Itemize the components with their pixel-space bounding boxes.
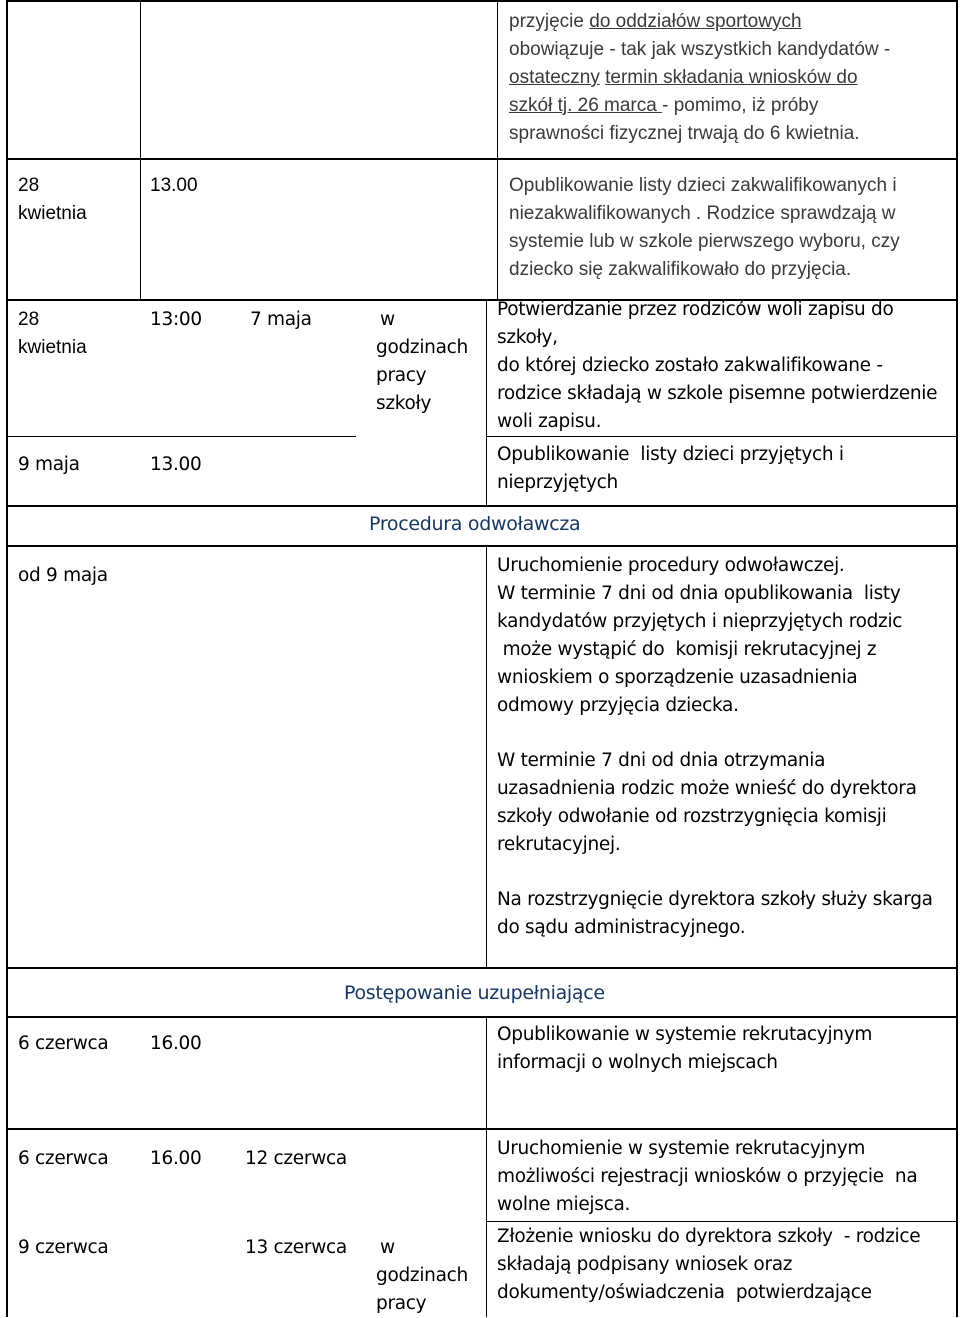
description-line xyxy=(509,8,890,36)
column-divider-description xyxy=(486,1017,487,1317)
hours-line: szkoły xyxy=(376,393,432,414)
table-border-left xyxy=(6,0,8,1317)
row-divider xyxy=(486,436,958,437)
description-line: do której dziecko zostało zakwalifikowane - xyxy=(497,355,883,376)
date-line: kwietnia xyxy=(18,203,87,224)
description-line: W terminie 7 dni od dnia otrzymania xyxy=(497,750,826,771)
description-line: Opublikowanie listy dzieci zakwalifikowanych i xyxy=(509,175,897,196)
row-divider xyxy=(486,1221,958,1222)
description-line: dokumenty/oświadczenia potwierdzające xyxy=(497,1282,872,1303)
end-date: 13 czerwca xyxy=(245,1237,347,1258)
start-date: 6 czerwca xyxy=(18,1148,109,1169)
date-line: kwietnia xyxy=(18,337,87,358)
description-line: uzasadnienia rodzic może wnieść do dyrektora xyxy=(497,778,917,799)
row-divider xyxy=(6,436,356,437)
row-divider xyxy=(6,505,958,507)
description xyxy=(497,1021,872,1077)
description-line: nieprzyjętych xyxy=(497,472,618,493)
text-fragment: termin składania wniosków do xyxy=(605,67,858,88)
time: 13:00 xyxy=(150,309,202,330)
row-divider xyxy=(6,158,958,160)
date-line: 28 xyxy=(18,175,40,196)
description-line xyxy=(509,120,890,148)
description-line xyxy=(509,36,890,64)
hours-line: pracy xyxy=(376,1293,427,1314)
appeal-paragraph-1 xyxy=(497,552,902,720)
description-line: Uruchomienie w systemie rekrutacyjnym xyxy=(497,1138,866,1159)
text-fragment: przyjęcie xyxy=(509,11,590,32)
row-divider xyxy=(6,545,958,547)
table-border-right xyxy=(956,0,958,1317)
description-line: informacji o wolnych miejscach xyxy=(497,1052,778,1073)
row-divider xyxy=(6,1016,958,1018)
description-line: woli zapisu. xyxy=(497,411,602,432)
row-divider xyxy=(6,1128,958,1130)
description-line: odmowy przyjęcia dziecka. xyxy=(497,695,739,716)
description-line: wolne miejsca. xyxy=(497,1194,631,1215)
description xyxy=(497,1135,917,1219)
description-line: dziecko się zakwalifikowało do przyjęcia. xyxy=(509,259,852,280)
column-divider-description xyxy=(486,300,487,506)
hours-line: w xyxy=(380,1237,395,1258)
description-line: Uruchomienie procedury odwoławczej. xyxy=(497,555,845,576)
start-date: 6 czerwca xyxy=(18,1033,109,1054)
hours-line: w xyxy=(380,309,395,330)
description-line xyxy=(509,64,890,92)
description-line: szkoły, xyxy=(497,327,558,348)
description-line: możliwości rejestracji wniosków o przyjęcie na xyxy=(497,1166,918,1187)
description-line: rekrutacyjnej. xyxy=(497,834,621,855)
time: 13.00 xyxy=(150,454,202,475)
text-fragment: ostateczny xyxy=(509,67,600,88)
start-date: 9 czerwca xyxy=(18,1237,109,1258)
text-fragment: do oddziałów sportowych xyxy=(589,11,802,32)
description-line: wnioskiem o sporządzenie uzasadnienia xyxy=(497,667,858,688)
description-line: Opublikowanie listy dzieci przyjętych i xyxy=(497,444,844,465)
date: od 9 maja xyxy=(18,565,108,586)
description-line: kandydatów przyjętych i nieprzyjętych rodzic xyxy=(497,611,903,632)
section-title-appeal: Procedura odwoławcza xyxy=(369,513,581,535)
time: 16.00 xyxy=(150,1148,202,1169)
row-divider xyxy=(6,0,958,2)
description-line: składają podpisany wniosek oraz xyxy=(497,1254,793,1275)
description-line: Złożenie wniosku do dyrektora szkoły - rodzice xyxy=(497,1226,921,1247)
description-line: W terminie 7 dni od dnia opublikowania listy xyxy=(497,583,901,604)
description xyxy=(497,441,844,497)
text-fragment: sprawności fizycznej trwają do 6 kwietnia. xyxy=(509,123,860,144)
column-divider-description xyxy=(486,546,487,968)
end-date: 12 czerwca xyxy=(245,1148,347,1169)
description-line: Potwierdzanie przez rodziców woli zapisu do xyxy=(497,299,894,320)
description-line: szkoły odwołanie od rozstrzygnięcia komisji xyxy=(497,806,887,827)
description xyxy=(497,296,937,436)
description-line: rodzice składają w szkole pisemne potwierdzenie xyxy=(497,383,938,404)
date: 9 maja xyxy=(18,454,80,475)
row-divider xyxy=(6,967,958,969)
text-fragment: szkół tj. 26 marca xyxy=(509,95,663,116)
hours-line: godzinach xyxy=(376,1265,468,1286)
description-line: niezakwalifikowanych . Rodzice sprawdzają w xyxy=(509,203,896,224)
description xyxy=(497,1223,920,1307)
description-line: może wystąpić do komisji rekrutacyjnej z xyxy=(497,639,877,660)
hours-line: godzinach xyxy=(376,337,468,358)
text-fragment: obowiązuje - tak jak wszystkich kandydatów - xyxy=(509,39,891,60)
top-row-description xyxy=(509,8,890,148)
text-fragment: - pomimo, iż próby xyxy=(662,95,819,116)
time: 13.00 xyxy=(150,175,198,196)
appeal-paragraph-2 xyxy=(497,747,917,859)
section-title-supplementary: Postępowanie uzupełniające xyxy=(344,982,605,1004)
description xyxy=(509,172,900,284)
description-line: Na rozstrzygnięcie dyrektora szkoły służy skarga xyxy=(497,889,933,910)
appeal-paragraph-3 xyxy=(497,886,933,942)
end-date: 7 maja xyxy=(250,309,312,330)
hours-line: pracy xyxy=(376,365,427,386)
description-line: Opublikowanie w systemie rekrutacyjnym xyxy=(497,1024,873,1045)
time: 16.00 xyxy=(150,1033,202,1054)
description-line: do sądu administracyjnego. xyxy=(497,917,746,938)
description-line: systemie lub w szkole pierwszego wyboru, czy xyxy=(509,231,900,252)
description-line xyxy=(509,92,890,120)
column-divider-description xyxy=(497,0,498,300)
date-line: 28 xyxy=(18,309,40,330)
column-divider-date xyxy=(140,0,141,300)
